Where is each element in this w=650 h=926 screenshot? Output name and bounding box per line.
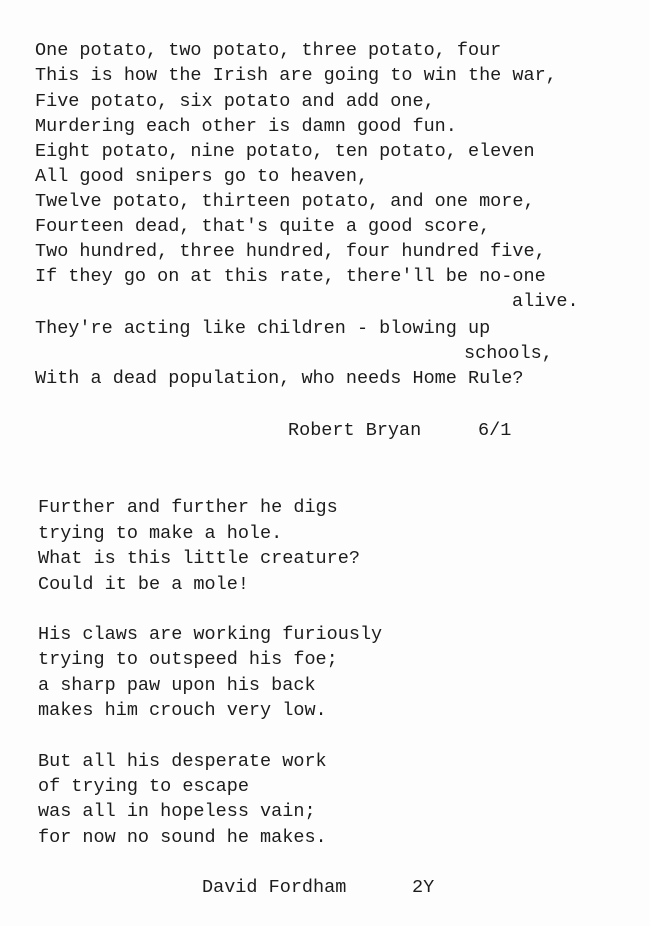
- poem1-line: Eight potato, nine potato, ten potato, eleven: [35, 141, 535, 162]
- poem1-line: This is how the Irish are going to win the war,: [35, 65, 557, 86]
- poem1-line: With a dead population, who needs Home Rule?: [35, 368, 524, 389]
- poem1-line: Five potato, six potato and add one,: [35, 91, 435, 112]
- poem1-line: They're acting like children - blowing up: [35, 318, 491, 339]
- poem2-author: David Fordham: [202, 877, 347, 898]
- poem2-line: trying to make a hole.: [38, 523, 283, 544]
- poem2-line: for now no sound he makes.: [38, 827, 327, 848]
- poem2-line: was all in hopeless vain;: [38, 801, 316, 822]
- poem2-line: Further and further he digs: [38, 497, 338, 518]
- poem1-line: Murdering each other is damn good fun.: [35, 116, 457, 137]
- poem2-line: But all his desperate work: [38, 751, 327, 772]
- poem1-author: Robert Bryan: [288, 420, 422, 441]
- poem1-line: One potato, two potato, three potato, four: [35, 40, 502, 61]
- poem1-line: Twelve potato, thirteen potato, and one more,: [35, 191, 535, 212]
- poem1-line: All good snipers go to heaven,: [35, 166, 369, 187]
- poem2-line: trying to outspeed his foe;: [38, 649, 338, 670]
- poem2-line: makes him crouch very low.: [38, 700, 327, 721]
- poem2-line: a sharp paw upon his back: [38, 675, 316, 696]
- poem1-line: Two hundred, three hundred, four hundred five,: [35, 241, 546, 262]
- poem1-line: If they go on at this rate, there'll be no-one: [35, 266, 546, 287]
- poem1-line: schools,: [464, 343, 553, 364]
- poem1-form: 6/1: [478, 420, 512, 441]
- poem1-line: alive.: [512, 291, 579, 312]
- poem2-line: Could it be a mole!: [38, 574, 249, 595]
- poem2-line: What is this little creature?: [38, 548, 360, 569]
- poem2-form: 2Y: [412, 877, 435, 898]
- poem2-line: of trying to escape: [38, 776, 249, 797]
- poem1-line: Fourteen dead, that's quite a good score,: [35, 216, 491, 237]
- poem2-line: His claws are working furiously: [38, 624, 383, 645]
